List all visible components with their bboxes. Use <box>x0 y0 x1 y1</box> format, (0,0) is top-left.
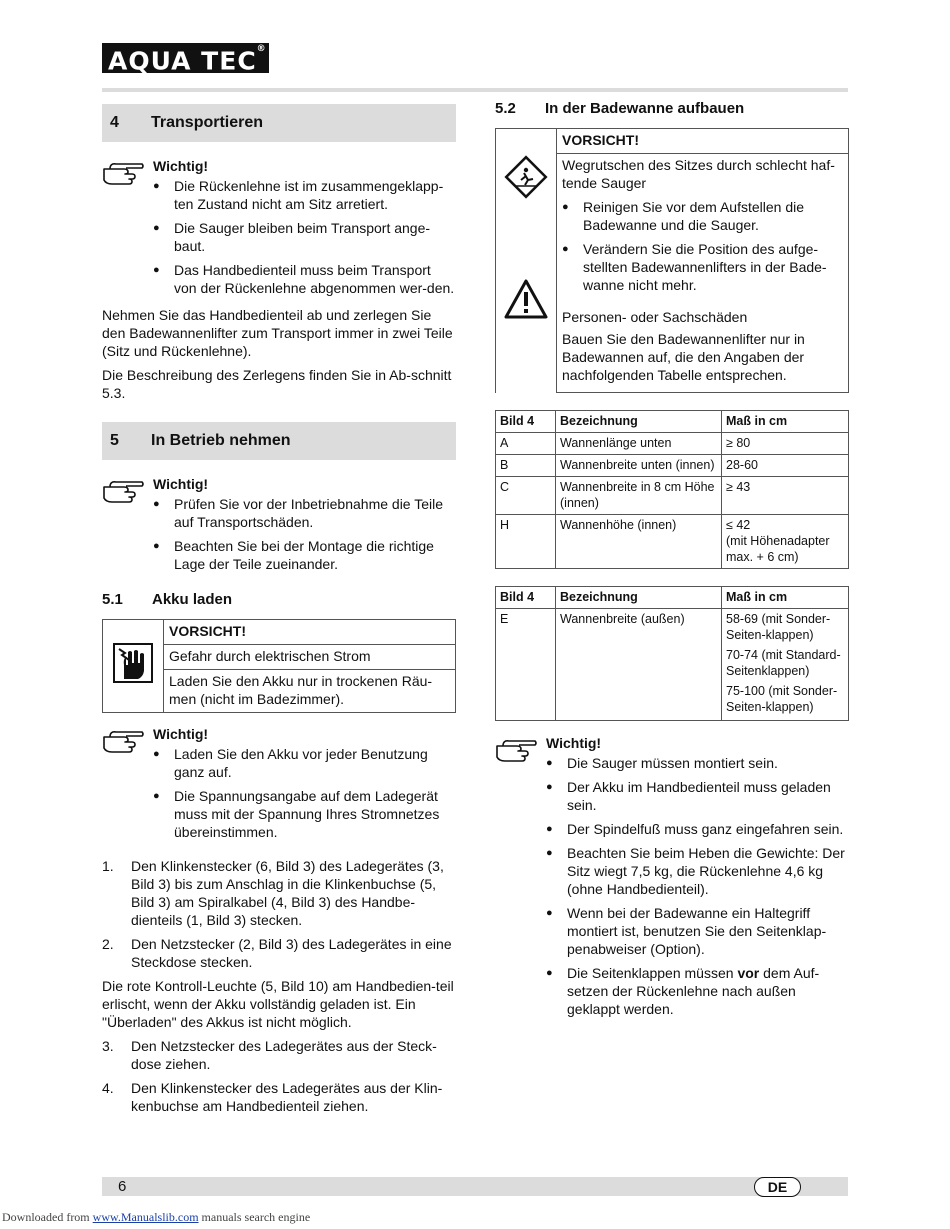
table-row: B Wannenbreite unten (innen) 28-60 <box>496 455 849 477</box>
column-header: Bild 4 <box>496 411 556 433</box>
electric-shock-hand-icon <box>113 643 153 683</box>
column-header: Maß in cm <box>722 411 849 433</box>
section-5-note <box>102 475 456 573</box>
table-row: A Wannenlänge unten ≥ 80 <box>496 433 849 455</box>
section-5-2-heading: 5.2 In der Badewanne aufbauen <box>495 100 745 117</box>
note-title: Wichtig! <box>153 158 209 174</box>
list-item: 4. Den Klinkenstecker des Ladegerätes aus der Klin-kenbuchse am Handbedienteil ziehen. <box>102 1080 443 1114</box>
note-item: ● Beachten Sie beim Heben die Gewichte: Der Sitz wiegt 7,5 kg, die Rückenlehne 4,6 kg (ohne Handbedienteil). <box>546 844 849 898</box>
note-title: Wichtig! <box>153 726 209 742</box>
note-title: Wichtig! <box>546 735 602 751</box>
page-number: 6 <box>118 1178 127 1195</box>
column-header: Bezeichnung <box>556 587 722 609</box>
pointing-hand-icon <box>495 736 537 762</box>
slipping-warning-icon <box>504 155 548 199</box>
note-item: ● Prüfen Sie vor der Inbetriebnahme die Teile auf Transportschäden. <box>153 495 456 531</box>
left-column <box>102 104 456 1115</box>
caution-text: Bauen Sie den Badewannenlifter nur in Badewannen auf, die den Angaben der nachfolgenden Tabelle entsprechen. <box>562 331 805 383</box>
section-5-1-note <box>102 725 456 841</box>
caution-label: VORSICHT! <box>557 129 849 154</box>
list-item: 1. Den Klinkenstecker (6, Bild 3) des Ladegerätes (3, Bild 3) bis zum Anschlag in die Klinkenbuchse (5, Bild 3) am Spiralkabel (4, Bild 3) des Handbe-dienteils (1, Bild 3) stecken. <box>102 858 444 928</box>
note-item: ● Der Akku im Handbedienteil muss geladen sein. <box>546 778 849 814</box>
caution-label: VORSICHT! <box>164 620 456 645</box>
note-item: ● Die Sauger bleiben beim Transport ange-baut. <box>153 219 456 255</box>
column-header: Maß in cm <box>722 587 849 609</box>
note-item: ● Die Sauger müssen montiert sein. <box>546 754 849 772</box>
manualslib-link[interactable]: www.Manualslib.com <box>92 1210 199 1224</box>
header-rule <box>102 88 848 92</box>
note-item: ● Laden Sie den Akku vor jeder Benutzung ganz auf. <box>153 745 456 781</box>
pointing-hand-icon <box>102 477 144 503</box>
caution-item: ● Reinigen Sie vor dem Aufstellen die Badewanne und die Sauger. <box>562 198 843 234</box>
list-item: 2. Den Netzstecker (2, Bild 3) des Ladegerätes in eine Steckdose stecken. <box>102 936 452 970</box>
pointing-hand-icon <box>102 727 144 753</box>
dimensions-table-1 <box>495 410 849 569</box>
caution-box-electric <box>102 619 456 713</box>
section-5-1-heading: 5.1 Akku laden <box>102 591 233 608</box>
section-5-2-note <box>495 734 849 1018</box>
language-badge: DE <box>754 1177 801 1197</box>
paragraph: Nehmen Sie das Handbedienteil ab und zerlegen Sie den Badewannenlifter zum Transport immer in zwei Teile (Sitz und Rückenlehne). <box>102 307 453 359</box>
pointing-hand-icon <box>102 159 144 185</box>
download-credit: Downloaded from www.Manualslib.com manuals search engine <box>2 1210 311 1224</box>
note-item: ● Wenn bei der Badewanne ein Haltegriff montiert ist, benutzen Sie den Seitenklap-penabweiser (Option). <box>546 904 849 958</box>
caution-hazard: Gefahr durch elektrischen Strom <box>164 645 456 670</box>
caution-item: ● Verändern Sie die Position des aufge-stellten Badewannenlifters in der Bade-wanne nicht mehr. <box>562 240 843 294</box>
section-5-heading: 5 In Betrieb nehmen <box>102 422 456 460</box>
warning-triangle-icon <box>504 279 548 319</box>
caution-hazard-2: Personen- oder Sachschäden <box>562 309 748 325</box>
note-item: ● Die Spannungsangabe auf dem Ladegerät muss mit der Spannung Ihres Stromnetzes übereinstimmen. <box>153 787 456 841</box>
caution-box-slipping <box>495 128 849 393</box>
column-header: Bild 4 <box>496 587 556 609</box>
caution-hazard: Wegrutschen des Sitzes durch schlecht haf-tende Sauger <box>562 157 835 191</box>
section-4-note <box>102 157 456 297</box>
caution-text: Laden Sie den Akku nur in trockenen Räu-men (nicht im Badezimmer). <box>164 670 456 713</box>
steps-list-a <box>102 857 456 971</box>
right-column <box>495 98 849 1018</box>
steps-list-b <box>102 1037 456 1115</box>
note-title: Wichtig! <box>153 476 209 492</box>
note-item: ● Die Seitenklappen müssen vor dem Auf-setzen der Rückenlehne nach außen geklappt werden. <box>546 964 849 1018</box>
paragraph: Die Beschreibung des Zerlegens finden Sie in Ab-schnitt 5.3. <box>102 367 452 401</box>
list-item: 3. Den Netzstecker des Ladegerätes aus der Steck-dose ziehen. <box>102 1038 437 1072</box>
note-item: ● Der Spindelfuß muss ganz eingefahren sein. <box>546 820 849 838</box>
table-row: H Wannenhöhe (innen) ≤ 42 (mit Höhenadapter max. + 6 cm) <box>496 515 849 569</box>
paragraph: Die rote Kontroll-Leuchte (5, Bild 10) am Handbedien-teil erlischt, wenn der Akku vollständig geladen ist. Ein "Überladen" des Akkus ist nicht möglich. <box>102 978 454 1030</box>
note-item: ● Beachten Sie bei der Montage die richtige Lage der Teile zueinander. <box>153 537 456 573</box>
table-row: C Wannenbreite in 8 cm Höhe (innen) ≥ 43 <box>496 477 849 515</box>
footer-bar <box>102 1177 848 1196</box>
section-4-heading: 4 Transportieren <box>102 104 456 142</box>
dimensions-table-2 <box>495 586 849 721</box>
brand-logo: AQUA TEC® <box>102 43 269 73</box>
column-header: Bezeichnung <box>556 411 722 433</box>
table-row: E Wannenbreite (außen) 58-69 (mit Sonder-Seiten-klappen) 70-74 (mit Standard-Seitenklappen) 75-100 (mit Sonder-Seiten-klappen) <box>496 609 849 721</box>
note-item: ● Die Rückenlehne ist im zusammengeklapp-ten Zustand nicht am Sitz arretiert. <box>153 177 456 213</box>
note-item: ● Das Handbedienteil muss beim Transport von der Rückenlehne abgenommen wer-den. <box>153 261 456 297</box>
